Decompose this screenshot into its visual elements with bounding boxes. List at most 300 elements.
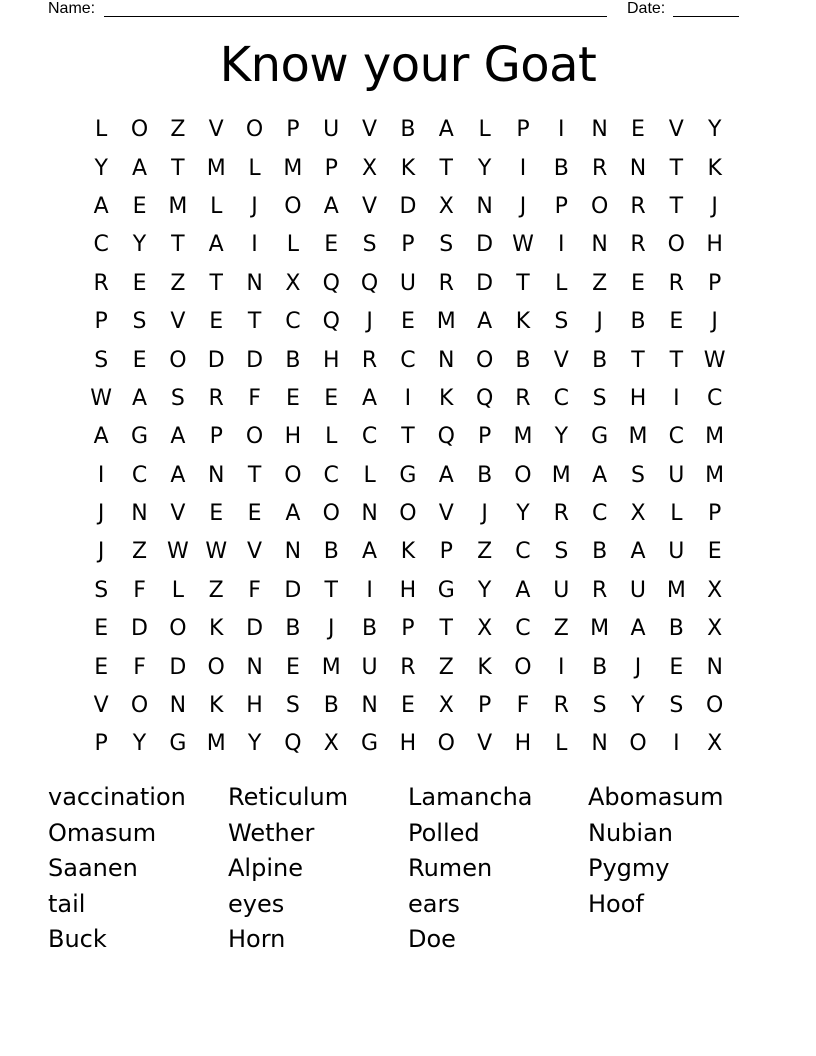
grid-letter[interactable]: S	[631, 462, 645, 488]
grid-letter[interactable]: Z	[477, 539, 493, 565]
grid-letter[interactable]: H	[706, 232, 723, 258]
grid-letter[interactable]: S	[285, 693, 300, 719]
grid-letter[interactable]: L	[555, 731, 568, 757]
grid-letter[interactable]: R	[553, 501, 569, 527]
grid-letter[interactable]: X	[285, 270, 301, 296]
grid-letter[interactable]: N	[629, 155, 647, 181]
date-blank-line[interactable]	[673, 16, 739, 17]
grid-letter[interactable]: L	[325, 424, 338, 450]
grid-letter[interactable]: G	[169, 731, 187, 757]
grid-letter[interactable]: V	[170, 501, 186, 527]
grid-letter[interactable]: P	[401, 616, 415, 642]
grid-letter[interactable]: R	[361, 347, 378, 373]
grid-letter[interactable]: O	[130, 693, 149, 719]
grid-letter[interactable]: D	[246, 347, 264, 373]
grid-letter[interactable]: Y	[631, 693, 645, 719]
grid-letter[interactable]: I	[97, 462, 105, 488]
grid-letter[interactable]: G	[130, 424, 149, 450]
grid-letter[interactable]: U	[361, 654, 378, 680]
word-list-item: vaccination	[48, 783, 186, 811]
grid-letter[interactable]: R	[438, 270, 454, 296]
grid-letter[interactable]: R	[630, 193, 646, 219]
grid-letter[interactable]: U	[668, 539, 685, 565]
grid-letter[interactable]: E	[285, 385, 300, 411]
grid-letter[interactable]: A	[362, 539, 378, 565]
grid-letter[interactable]: O	[322, 501, 340, 527]
grid-letter[interactable]: J	[251, 193, 258, 219]
grid-letter[interactable]: E	[631, 117, 645, 143]
name-blank-line[interactable]	[104, 16, 607, 17]
grid-letter[interactable]: N	[591, 117, 608, 143]
grid-letter[interactable]: N	[246, 654, 263, 680]
grid-letter[interactable]: R	[93, 270, 109, 296]
grid-letter[interactable]: T	[209, 270, 223, 296]
grid-letter[interactable]: E	[707, 539, 722, 565]
grid-letter[interactable]: G	[361, 731, 379, 757]
word-list-item: Abomasum	[588, 783, 724, 811]
grid-letter[interactable]: X	[323, 731, 339, 757]
grid-letter[interactable]: N	[131, 501, 148, 527]
grid-letter[interactable]: J	[366, 309, 373, 335]
grid-letter[interactable]: P	[516, 117, 530, 143]
grid-letter[interactable]: C	[131, 462, 148, 488]
grid-letter[interactable]: K	[208, 693, 224, 719]
grid-letter[interactable]: F	[248, 577, 261, 603]
grid-letter[interactable]: X	[707, 616, 723, 642]
grid-letter[interactable]: S	[94, 347, 109, 373]
grid-letter[interactable]: T	[324, 577, 338, 603]
grid-letter[interactable]: B	[553, 155, 569, 181]
grid-letter[interactable]: N	[284, 539, 302, 565]
grid-letter[interactable]: L	[210, 193, 223, 219]
grid-letter[interactable]: C	[515, 616, 531, 642]
grid-letter[interactable]: D	[399, 193, 417, 219]
grid-letter[interactable]: Z	[553, 616, 569, 642]
grid-letter[interactable]: I	[558, 232, 565, 258]
grid-letter[interactable]: B	[630, 309, 646, 335]
grid-letter[interactable]: S	[669, 693, 684, 719]
grid-letter[interactable]: Y	[516, 501, 530, 527]
grid-letter[interactable]: X	[707, 577, 723, 603]
grid-letter[interactable]: U	[399, 270, 416, 296]
grid-letter[interactable]: I	[366, 577, 373, 603]
grid-letter[interactable]: E	[400, 693, 415, 719]
grid-letter[interactable]: N	[169, 693, 187, 719]
grid-letter[interactable]: C	[668, 424, 685, 450]
grid-letter[interactable]: M	[705, 424, 725, 450]
grid-letter[interactable]: C	[400, 347, 416, 373]
grid-letter[interactable]: L	[478, 117, 491, 143]
grid-letter[interactable]: P	[477, 693, 492, 719]
grid-letter[interactable]: L	[95, 117, 108, 143]
grid-letter[interactable]: C	[706, 385, 723, 411]
grid-letter[interactable]: O	[667, 232, 685, 258]
grid-letter[interactable]: K	[208, 616, 224, 642]
grid-letter[interactable]: C	[93, 232, 109, 258]
grid-letter[interactable]: M	[168, 193, 188, 219]
grid-letter[interactable]: D	[246, 616, 264, 642]
grid-letter[interactable]: N	[476, 193, 493, 219]
grid-letter[interactable]: A	[170, 462, 186, 488]
grid-letter[interactable]: P	[324, 155, 338, 181]
grid-letter[interactable]: E	[324, 385, 339, 411]
grid-letter[interactable]: A	[477, 309, 493, 335]
grid-letter[interactable]: S	[170, 385, 185, 411]
grid-letter[interactable]: A	[93, 193, 109, 219]
grid-letter[interactable]: T	[439, 616, 453, 642]
grid-letter[interactable]: B	[477, 462, 493, 488]
grid-letter[interactable]: Y	[132, 731, 147, 757]
grid-letter[interactable]: C	[361, 424, 378, 450]
grid-letter[interactable]: E	[669, 654, 684, 680]
grid-letter[interactable]: J	[711, 309, 718, 335]
grid-letter[interactable]: A	[630, 616, 646, 642]
grid-letter[interactable]: Y	[707, 117, 722, 143]
grid-letter[interactable]: T	[247, 309, 262, 335]
grid-letter[interactable]: N	[207, 462, 225, 488]
grid-letter[interactable]: B	[400, 117, 416, 143]
grid-letter[interactable]: T	[439, 155, 453, 181]
grid-letter[interactable]: V	[208, 117, 224, 143]
grid-letter[interactable]: R	[630, 232, 646, 258]
grid-letter[interactable]: R	[591, 577, 608, 603]
grid-letter[interactable]: S	[554, 309, 569, 335]
grid-letter[interactable]: R	[591, 155, 608, 181]
grid-letter[interactable]: E	[94, 654, 109, 680]
grid-letter[interactable]: J	[327, 616, 335, 642]
grid-letter[interactable]: K	[400, 155, 416, 181]
grid-letter[interactable]: A	[592, 462, 608, 488]
grid-letter[interactable]: E	[631, 270, 645, 296]
grid-letter[interactable]: Q	[437, 424, 455, 450]
grid-letter[interactable]: J	[481, 501, 488, 527]
grid-letter[interactable]: A	[630, 539, 646, 565]
grid-letter[interactable]: S	[554, 539, 569, 565]
grid-letter[interactable]: O	[629, 731, 647, 757]
grid-row	[82, 687, 734, 725]
grid-letter[interactable]: P	[708, 501, 722, 527]
grid-letter[interactable]: F	[248, 385, 261, 411]
grid-letter[interactable]: H	[629, 385, 647, 411]
grid-letter[interactable]: B	[323, 693, 339, 719]
grid-letter[interactable]: I	[673, 731, 680, 757]
grid-letter[interactable]: B	[515, 347, 531, 373]
grid-letter[interactable]: D	[284, 577, 302, 603]
grid-letter[interactable]: A	[362, 385, 378, 411]
grid-letter[interactable]: F	[133, 577, 146, 603]
grid-letter[interactable]: B	[323, 539, 339, 565]
grid-letter[interactable]: A	[323, 193, 339, 219]
word-list-item: Hoof	[588, 889, 644, 918]
grid-letter[interactable]: O	[245, 117, 264, 143]
grid-letter[interactable]: W	[703, 347, 726, 373]
grid-letter[interactable]: N	[591, 232, 608, 258]
grid-letter[interactable]: Y	[554, 424, 569, 450]
grid-letter[interactable]: O	[399, 501, 417, 527]
grid-letter[interactable]: G	[437, 577, 455, 603]
grid-letter[interactable]: K	[477, 654, 492, 680]
grid-letter[interactable]: B	[668, 616, 684, 642]
grid-letter[interactable]: B	[592, 654, 608, 680]
grid-letter[interactable]: L	[555, 270, 568, 296]
grid-letter[interactable]: C	[553, 385, 569, 411]
grid-letter[interactable]: E	[669, 309, 684, 335]
grid-letter[interactable]: Q	[475, 385, 494, 411]
grid-row	[82, 380, 734, 418]
grid-letter[interactable]: J	[97, 539, 105, 565]
grid-letter[interactable]: E	[400, 309, 415, 335]
grid-letter[interactable]: J	[97, 501, 105, 527]
grid-letter[interactable]: P	[94, 731, 108, 757]
grid-letter[interactable]: Y	[247, 731, 262, 757]
grid-letter[interactable]: W	[205, 539, 228, 565]
word-search-grid	[82, 111, 734, 764]
grid-letter[interactable]: W	[90, 385, 113, 411]
grid-letter[interactable]: O	[706, 693, 724, 719]
grid-letter[interactable]: O	[514, 462, 532, 488]
grid-letter[interactable]: M	[436, 309, 456, 335]
grid-letter[interactable]: S	[439, 232, 454, 258]
grid-letter[interactable]: N	[591, 731, 608, 757]
grid-letter[interactable]: B	[362, 616, 378, 642]
grid-letter[interactable]: G	[591, 424, 609, 450]
grid-letter[interactable]: T	[247, 462, 262, 488]
grid-letter[interactable]: H	[284, 424, 302, 450]
grid-letter[interactable]: O	[284, 462, 302, 488]
grid-letter[interactable]: E	[209, 501, 224, 527]
grid-letter[interactable]: Z	[131, 539, 148, 565]
grid-letter[interactable]: H	[514, 731, 532, 757]
grid-letter[interactable]: A	[515, 577, 531, 603]
grid-letter[interactable]: A	[285, 501, 301, 527]
grid-letter[interactable]: J	[519, 193, 527, 219]
grid-letter[interactable]: E	[94, 616, 109, 642]
grid-letter[interactable]: Y	[94, 155, 108, 181]
grid-letter[interactable]: A	[93, 424, 109, 450]
grid-letter[interactable]: J	[711, 193, 718, 219]
word-list-item: Buck	[48, 925, 107, 953]
grid-letter[interactable]: J	[596, 309, 603, 335]
grid-letter[interactable]: N	[361, 693, 378, 719]
grid-letter[interactable]: E	[132, 270, 147, 296]
grid-letter[interactable]: V	[438, 501, 454, 527]
grid-letter[interactable]: R	[515, 385, 531, 411]
grid-letter[interactable]: P	[286, 117, 300, 143]
grid-letter[interactable]: K	[400, 539, 416, 565]
grid-letter[interactable]: H	[399, 577, 417, 603]
grid-letter[interactable]: M	[705, 462, 725, 488]
grid-row	[82, 149, 734, 187]
grid-letter[interactable]: Y	[477, 155, 492, 181]
grid-letter[interactable]: F	[133, 654, 146, 680]
grid-letter[interactable]: Q	[360, 270, 379, 296]
grid-letter[interactable]: H	[246, 693, 263, 719]
grid-letter[interactable]: E	[247, 501, 262, 527]
grid-letter[interactable]: N	[361, 501, 378, 527]
grid-letter[interactable]: X	[362, 155, 378, 181]
grid-letter[interactable]: U	[553, 577, 570, 603]
grid-letter[interactable]: P	[554, 193, 568, 219]
grid-letter[interactable]: J	[634, 654, 642, 680]
grid-letter[interactable]: Z	[592, 270, 608, 296]
grid-letter[interactable]: M	[283, 155, 303, 181]
grid-letter[interactable]: E	[209, 309, 224, 335]
grid-letter[interactable]: T	[669, 193, 684, 219]
grid-letter[interactable]: H	[399, 731, 417, 757]
grid-letter[interactable]: I	[673, 385, 680, 411]
grid-letter[interactable]: N	[438, 347, 455, 373]
grid-letter[interactable]: S	[132, 309, 147, 335]
grid-letter[interactable]: M	[321, 654, 341, 680]
grid-letter[interactable]: Y	[477, 577, 492, 603]
grid-letter[interactable]: X	[477, 616, 493, 642]
grid-letter[interactable]: T	[516, 270, 530, 296]
grid-letter[interactable]: B	[285, 616, 301, 642]
grid-letter[interactable]: Z	[438, 654, 454, 680]
grid-letter[interactable]: Q	[322, 270, 340, 296]
grid-letter[interactable]: R	[400, 654, 416, 680]
grid-letter[interactable]: S	[592, 385, 607, 411]
grid-letter[interactable]: O	[207, 654, 225, 680]
grid-letter[interactable]: P	[209, 424, 223, 450]
grid-letter[interactable]: M	[666, 577, 686, 603]
grid-letter[interactable]: E	[285, 654, 300, 680]
grid-letter[interactable]: O	[245, 424, 264, 450]
grid-letter[interactable]: C	[285, 309, 301, 335]
grid-letter[interactable]: O	[437, 731, 455, 757]
grid-letter[interactable]: D	[476, 270, 494, 296]
grid-letter[interactable]: M	[206, 155, 226, 181]
grid-letter[interactable]: E	[132, 347, 147, 373]
grid-letter[interactable]: O	[169, 347, 187, 373]
grid-letter[interactable]: L	[248, 155, 261, 181]
grid-letter[interactable]: A	[438, 462, 454, 488]
grid-letter[interactable]: U	[629, 577, 647, 603]
grid-letter[interactable]: C	[515, 539, 531, 565]
grid-letter[interactable]: Q	[322, 309, 340, 335]
grid-letter[interactable]: P	[439, 539, 453, 565]
grid-letter[interactable]: L	[670, 501, 683, 527]
grid-letter[interactable]: A	[131, 155, 148, 181]
grid-letter[interactable]: V	[170, 309, 186, 335]
grid-letter[interactable]: H	[322, 347, 340, 373]
grid-letter[interactable]: V	[668, 117, 684, 143]
grid-letter[interactable]: C	[591, 501, 608, 527]
grid-letter[interactable]: K	[707, 155, 722, 181]
grid-row	[82, 418, 734, 456]
grid-letter[interactable]: L	[171, 577, 184, 603]
grid-letter[interactable]: C	[323, 462, 339, 488]
grid-letter[interactable]: O	[130, 117, 149, 143]
grid-letter[interactable]: I	[558, 654, 565, 680]
grid-letter[interactable]: W	[166, 539, 189, 565]
grid-letter[interactable]: A	[438, 117, 454, 143]
grid-letter[interactable]: P	[477, 424, 492, 450]
grid-letter[interactable]: X	[438, 693, 454, 719]
grid-letter[interactable]: P	[401, 232, 415, 258]
grid-letter[interactable]: I	[558, 117, 565, 143]
grid-letter[interactable]: I	[519, 155, 527, 181]
grid-letter[interactable]: M	[590, 616, 610, 642]
grid-letter[interactable]: A	[170, 424, 186, 450]
grid-letter[interactable]: R	[553, 693, 569, 719]
grid-letter[interactable]: O	[284, 193, 302, 219]
grid-letter[interactable]: B	[592, 539, 608, 565]
grid-letter[interactable]: V	[362, 117, 378, 143]
grid-letter[interactable]: Z	[208, 577, 224, 603]
grid-letter[interactable]: V	[362, 193, 378, 219]
grid-letter[interactable]: D	[476, 232, 494, 258]
grid-letter[interactable]: D	[207, 347, 225, 373]
grid-letter[interactable]: V	[477, 731, 493, 757]
grid-letter[interactable]: O	[590, 193, 609, 219]
grid-letter[interactable]: V	[553, 347, 569, 373]
grid-letter[interactable]: Z	[170, 117, 186, 143]
grid-letter[interactable]: Y	[132, 232, 147, 258]
grid-letter[interactable]: O	[169, 616, 187, 642]
grid-letter[interactable]: T	[631, 347, 645, 373]
grid-letter[interactable]: O	[514, 654, 532, 680]
grid-letter[interactable]: K	[439, 385, 454, 411]
grid-letter[interactable]: T	[669, 347, 684, 373]
grid-letter[interactable]: S	[94, 577, 109, 603]
grid-letter[interactable]: E	[132, 193, 147, 219]
grid-letter[interactable]: T	[669, 155, 684, 181]
grid-letter[interactable]: Q	[284, 731, 302, 757]
grid-letter[interactable]: B	[285, 347, 301, 373]
grid-letter[interactable]: A	[131, 385, 148, 411]
grid-letter[interactable]: U	[668, 462, 685, 488]
grid-letter[interactable]: X	[438, 193, 454, 219]
grid-letter[interactable]: R	[208, 385, 224, 411]
grid-letter[interactable]: N	[246, 270, 263, 296]
grid-letter[interactable]: M	[551, 462, 571, 488]
grid-letter[interactable]: V	[247, 539, 263, 565]
grid-letter[interactable]: I	[251, 232, 258, 258]
grid-letter[interactable]: I	[404, 385, 412, 411]
grid-letter[interactable]: V	[93, 693, 109, 719]
grid-letter[interactable]: A	[208, 232, 224, 258]
grid-letter[interactable]: T	[171, 232, 185, 258]
grid-letter[interactable]: K	[515, 309, 531, 335]
grid-letter[interactable]: G	[399, 462, 417, 488]
grid-letter[interactable]: Z	[170, 270, 186, 296]
grid-letter[interactable]: N	[706, 654, 723, 680]
grid-letter[interactable]: D	[169, 654, 187, 680]
grid-letter[interactable]: W	[512, 232, 534, 258]
grid-letter[interactable]: M	[206, 731, 226, 757]
grid-letter[interactable]: P	[708, 270, 722, 296]
grid-letter[interactable]: U	[323, 117, 340, 143]
grid-letter[interactable]: E	[324, 232, 339, 258]
grid-letter[interactable]: D	[131, 616, 148, 642]
grid-letter[interactable]: B	[592, 347, 608, 373]
grid-letter[interactable]: R	[668, 270, 684, 296]
grid-letter[interactable]: P	[94, 309, 108, 335]
grid-letter[interactable]: M	[628, 424, 648, 450]
grid-letter[interactable]: L	[286, 232, 300, 258]
grid-letter[interactable]: T	[171, 155, 185, 181]
grid-letter[interactable]: T	[401, 424, 415, 450]
grid-letter[interactable]: F	[516, 693, 530, 719]
grid-letter[interactable]: M	[513, 424, 533, 450]
grid-letter[interactable]: X	[630, 501, 646, 527]
grid-letter[interactable]: O	[475, 347, 494, 373]
grid-letter[interactable]: S	[592, 693, 607, 719]
grid-letter[interactable]: L	[363, 462, 376, 488]
grid-letter[interactable]: S	[362, 232, 377, 258]
grid-letter[interactable]: X	[707, 731, 723, 757]
